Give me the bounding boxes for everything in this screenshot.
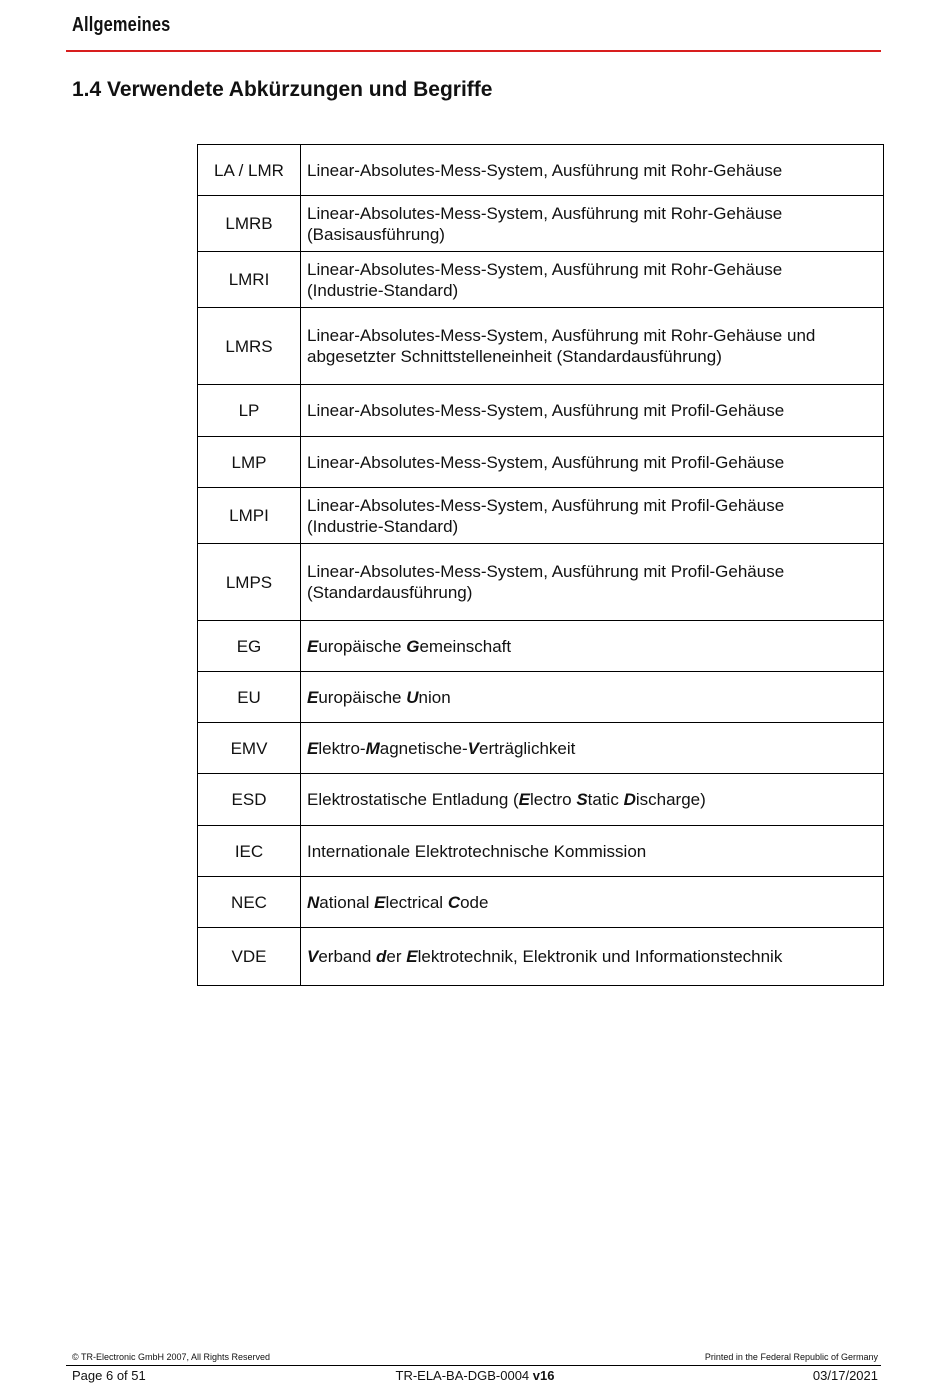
page-header-title: Allgemeines [72,14,171,36]
description-cell [301,385,884,437]
abbreviation-cell: NEC [198,877,301,928]
description-text: Linear-Absolutes-Mess-System, Ausführung mit Rohr-Gehäuse [307,160,783,180]
description-cell [301,723,884,774]
description-text: Elektrostatische Entladung ( [307,790,519,809]
table-row [198,488,884,544]
table-row [198,544,884,621]
abbreviation-cell: ESD [198,774,301,826]
emphasized-initial: V [467,738,479,758]
description-text: tatic [587,790,624,809]
table-row [198,877,884,928]
description-text: abgesetzter Schnittstelleneinheit (Standardausführung) [307,347,722,366]
emphasized-initial: S [576,790,588,809]
table-row [198,928,884,986]
description-cell [301,488,884,544]
description-cell [301,308,884,385]
description-text: Linear-Absolutes-Mess-System, Ausführung mit Rohr-Gehäuse [307,203,783,223]
table-row [198,621,884,672]
table-row [198,385,884,437]
document-version: v16 [532,1368,555,1383]
table-row [198,437,884,488]
table-row [198,308,884,385]
description-text: ischarge) [635,790,706,809]
section-heading: 1.4 Verwendete Abkürzungen und Begriffe [72,78,493,101]
description-text: uropäische [318,687,407,707]
description-text: Linear-Absolutes-Mess-System, Ausführung mit Profil-Gehäuse [307,562,785,581]
abbreviations-table [197,144,884,986]
footer-page-number: Page 6 of 51 [72,1368,146,1383]
abbreviation-cell: LP [198,385,301,437]
description-text: er [386,947,407,966]
description-text: Linear-Absolutes-Mess-System, Ausführung mit Profil-Gehäuse [307,495,785,515]
footer-date: 03/17/2021 [812,1368,878,1383]
emphasized-initial: E [307,636,319,656]
table-row [198,672,884,723]
description-cell [301,826,884,877]
emphasized-initial: D [623,790,636,809]
description-text: ational [319,892,375,912]
header-divider [66,50,881,52]
description-text: lectro [530,790,577,809]
table-row [198,774,884,826]
footer-printed-note: Printed in the Federal Republic of Germany [704,1352,878,1362]
description-cell [301,621,884,672]
abbreviations-table-body [198,145,884,986]
description-text: lectrical [385,892,448,912]
abbreviation-cell: LMP [198,437,301,488]
description-text: agnetische- [379,738,468,758]
emphasized-initial: E [406,947,418,966]
description-cell [301,145,884,196]
description-text: ode [460,892,489,912]
description-text: Linear-Absolutes-Mess-System, Ausführung mit Rohr-Gehäuse [307,259,783,279]
table-row [198,826,884,877]
description-cell [301,774,884,826]
emphasized-initial: E [518,790,531,809]
description-text: Linear-Absolutes-Mess-System, Ausführung mit Profil-Gehäuse [307,401,785,420]
abbreviation-cell: LMRI [198,252,301,308]
footer-divider [66,1365,881,1366]
description-cell [301,252,884,308]
document-id: TR-ELA-BA-DGB-0004 [395,1368,530,1383]
abbreviation-cell: LMPS [198,544,301,621]
emphasized-initial: E [307,687,319,707]
description-text: Internationale Elektrotechnische Kommission [307,841,647,861]
abbreviation-cell: EU [198,672,301,723]
emphasized-initial: C [447,892,461,912]
emphasized-initial: G [406,636,420,656]
table-row [198,723,884,774]
description-cell [301,928,884,986]
table-row [198,252,884,308]
description-text: (Basisausführung) [307,224,445,244]
emphasized-initial: E [374,892,386,912]
description-text: uropäische [318,636,407,656]
abbreviation-cell: EMV [198,723,301,774]
description-cell [301,877,884,928]
emphasized-initial: V [307,947,319,966]
table-row [198,196,884,252]
description-cell [301,544,884,621]
description-text: (Standardausführung) [307,583,473,602]
description-cell [301,437,884,488]
footer-document-id [0,1368,950,1383]
description-text: (Industrie-Standard) [307,280,459,300]
description-text: erträglichkeit [478,738,576,758]
description-text: emeinschaft [419,636,512,656]
description-text: erband [318,947,377,966]
description-text: Linear-Absolutes-Mess-System, Ausführung mit Profil-Gehäuse [307,452,785,472]
footer-copyright: © TR-Electronic GmbH 2007, All Rights Reserved [72,1352,271,1362]
description-text: nion [418,687,451,707]
emphasized-initial: M [365,738,380,758]
description-text: Linear-Absolutes-Mess-System, Ausführung mit Rohr-Gehäuse und [307,326,816,345]
table-row [198,145,884,196]
description-cell [301,672,884,723]
abbreviation-cell: LMRB [198,196,301,252]
emphasized-initial: d [376,947,387,966]
description-text: (Industrie-Standard) [307,516,459,536]
description-cell [301,196,884,252]
description-text: lektrotechnik, Elektronik und Informationstechnik [417,947,783,966]
emphasized-initial: E [307,738,319,758]
abbreviation-cell: LA / LMR [198,145,301,196]
abbreviation-cell: LMRS [198,308,301,385]
abbreviation-cell: EG [198,621,301,672]
emphasized-initial: U [406,687,419,707]
description-text: lektro- [318,738,366,758]
abbreviation-cell: IEC [198,826,301,877]
emphasized-initial: N [307,892,320,912]
abbreviation-cell: LMPI [198,488,301,544]
abbreviation-cell: VDE [198,928,301,986]
